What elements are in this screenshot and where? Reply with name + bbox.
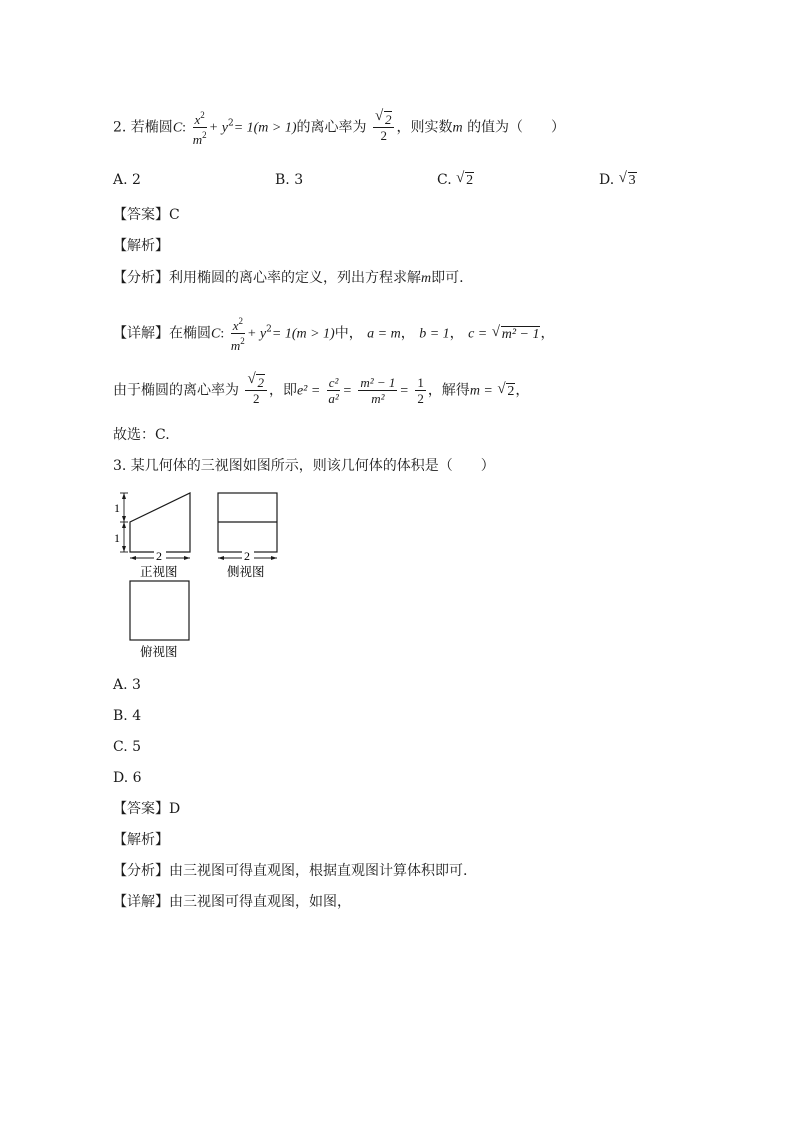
q2-frac-m [358, 375, 397, 406]
q2-answer-value: C [169, 207, 180, 223]
q2-detail-num: x [232, 318, 239, 333]
q2-option-c-label: C. [437, 172, 457, 188]
q2-conclusion: 故选：C. [113, 427, 170, 443]
q2-detail-eq-cond: = 1(m > 1) [271, 326, 335, 342]
q2-sep-2: ， [449, 325, 464, 342]
q3-option-c[interactable]: C. 5 [113, 739, 142, 755]
q2-detail-plus-y: + y [246, 326, 267, 342]
q2-suffix: ，则实数 [396, 119, 453, 136]
q2-option-d-label: D. [599, 172, 619, 188]
q2-option-c[interactable]: C. √ 2 [437, 170, 474, 188]
q2-e2: e² = [296, 383, 321, 399]
q3-fenxi [113, 861, 467, 881]
q2-den-2: 2 [380, 128, 387, 143]
q2-answer [113, 205, 180, 225]
q2-since-den: 2 [252, 391, 260, 406]
q2-m-end: ， [515, 382, 530, 399]
q2-detail-sup2: 2 [240, 336, 245, 346]
q2-stem [113, 108, 565, 147]
q2-fenxi-tag: 【分析】 [113, 270, 169, 286]
q2-option-b[interactable]: B. 3 [275, 172, 304, 188]
q2-c2: c² [328, 375, 339, 390]
q2-ellipse-name: C [172, 120, 183, 136]
front-dim-1b: 1 [114, 531, 120, 545]
q2-half-den: 2 [417, 391, 424, 406]
q2-m2: m² [371, 391, 385, 406]
q2-detail [113, 314, 554, 353]
side-dim-2: 2 [244, 549, 250, 563]
side-view-label: 侧视图 [227, 564, 265, 579]
q2-c-sqrt: √ m² − 1 [491, 323, 540, 342]
q2-m-sqrt-arg: 2 [507, 383, 515, 399]
q2-c-comma: ， [540, 325, 555, 342]
q3-option-b[interactable]: B. 4 [113, 708, 142, 724]
q2-since-a: 由于椭圆的离心率为 [113, 382, 239, 399]
q2-eq-1: = [342, 383, 352, 399]
q2-option-a[interactable]: A. 2 [113, 172, 141, 188]
q2-m-sqrt: √ 2 [497, 380, 515, 399]
q3-detail-tag: 【详解】 [113, 894, 169, 910]
q2-analysis-tag: 【解析】 [113, 238, 169, 254]
q2-sup: 2 [200, 110, 205, 120]
q2-frac-sqrt2-2: √ 2 2 [373, 112, 395, 143]
q2-detail-a: 在椭圆 [169, 325, 211, 342]
q3-option-a[interactable]: A. 3 [113, 677, 141, 693]
q3-answer-value: D [169, 801, 181, 817]
q2-sqrt-arg: 2 [384, 112, 392, 127]
q2-detail-tag: 【详解】 [113, 325, 169, 342]
q2-den-m: m [192, 132, 203, 147]
q2-frac-c2-a2 [327, 375, 341, 406]
q2-sep-1: ， [400, 325, 415, 342]
q2-detail-zhong: 中， [334, 325, 363, 342]
q2-m-eq: m = [469, 383, 493, 399]
q2-since-frac: √ 2 2 [245, 375, 267, 406]
front-view-label: 正视图 [140, 564, 178, 579]
q2-detail-sup1: 2 [238, 316, 243, 326]
q3-detail [113, 892, 351, 912]
q2-y-sup: 2 [227, 118, 234, 129]
q2-fenxi-text-b: 即可. [431, 270, 464, 286]
q2-num-x: x [194, 112, 201, 127]
q3-detail-text: 由三视图可得直观图，如图， [169, 894, 351, 910]
q2-detail-den: m [230, 338, 241, 353]
q2-m2m1: m² − 1 [360, 375, 396, 390]
q3-fenxi-text: 由三视图可得直观图，根据直观图计算体积即可. [169, 863, 468, 879]
front-dim-1a: 1 [114, 501, 120, 515]
q2-c-eq: c = [468, 326, 488, 342]
q2-half-num: 1 [417, 375, 424, 390]
q3-answer [113, 799, 180, 819]
q2-options [113, 170, 673, 192]
q2-since-sqrt-arg: 2 [257, 375, 264, 390]
q3-fenxi-tag: 【分析】 [113, 863, 169, 879]
q2-since [113, 371, 530, 406]
q3-answer-tag: 【答案】 [113, 801, 169, 817]
q3-stem: 3. 某几何体的三视图如图所示，则该几何体的体积是（ ） [113, 458, 495, 474]
front-view [114, 493, 190, 579]
top-view [130, 581, 189, 659]
q2-eq-cond: = 1(m > 1) [233, 120, 297, 136]
q3-analysis-tag: 【解析】 [113, 832, 169, 848]
q2-plus-y: + y [208, 120, 228, 136]
q2-a2: a² [328, 391, 339, 406]
q2-var-m: m [452, 120, 463, 136]
side-view [218, 493, 277, 579]
q2-option-d-sqrt: 3 [628, 173, 636, 188]
q2-colon: : [182, 120, 187, 136]
q2-solve-text: ，解得 [427, 382, 470, 399]
q2-frac-half [415, 375, 426, 406]
q3-three-view-figure [110, 488, 310, 666]
q2-a-eq-m: a = m [367, 326, 401, 342]
q2-detail-y-sup: 2 [266, 324, 272, 335]
q2-prefix: 2. 若椭圆 [113, 119, 173, 136]
q3-option-d[interactable]: D. 6 [113, 770, 142, 786]
q2-fenxi [113, 268, 464, 289]
q2-mid-text: 的离心率为 [296, 119, 367, 136]
q2-detail-colon: : [220, 326, 225, 342]
q2-frac-x-m [193, 108, 207, 147]
q2-detail-c: C [211, 326, 221, 342]
front-dim-2: 2 [156, 549, 162, 563]
q2-b-eq-1: b = 1 [419, 326, 450, 342]
q2-tail: 的值为（ ） [467, 119, 566, 136]
q2-sup-b: 2 [202, 130, 207, 140]
q2-option-d[interactable]: D. √ 3 [599, 170, 636, 188]
q2-detail-frac [231, 314, 245, 353]
q2-fenxi-var: m [421, 271, 432, 286]
q2-c-sqrt-arg: m² − 1 [501, 326, 540, 342]
top-view-label: 俯视图 [140, 644, 178, 659]
q2-fenxi-text-a: 利用椭圆的离心率的定义，列出方程求解 [169, 270, 421, 286]
q2-since-b: ，即 [268, 382, 297, 399]
q2-eq-2: = [399, 383, 409, 399]
q2-answer-tag: 【答案】 [113, 207, 169, 223]
q2-option-c-sqrt: 2 [466, 173, 474, 188]
